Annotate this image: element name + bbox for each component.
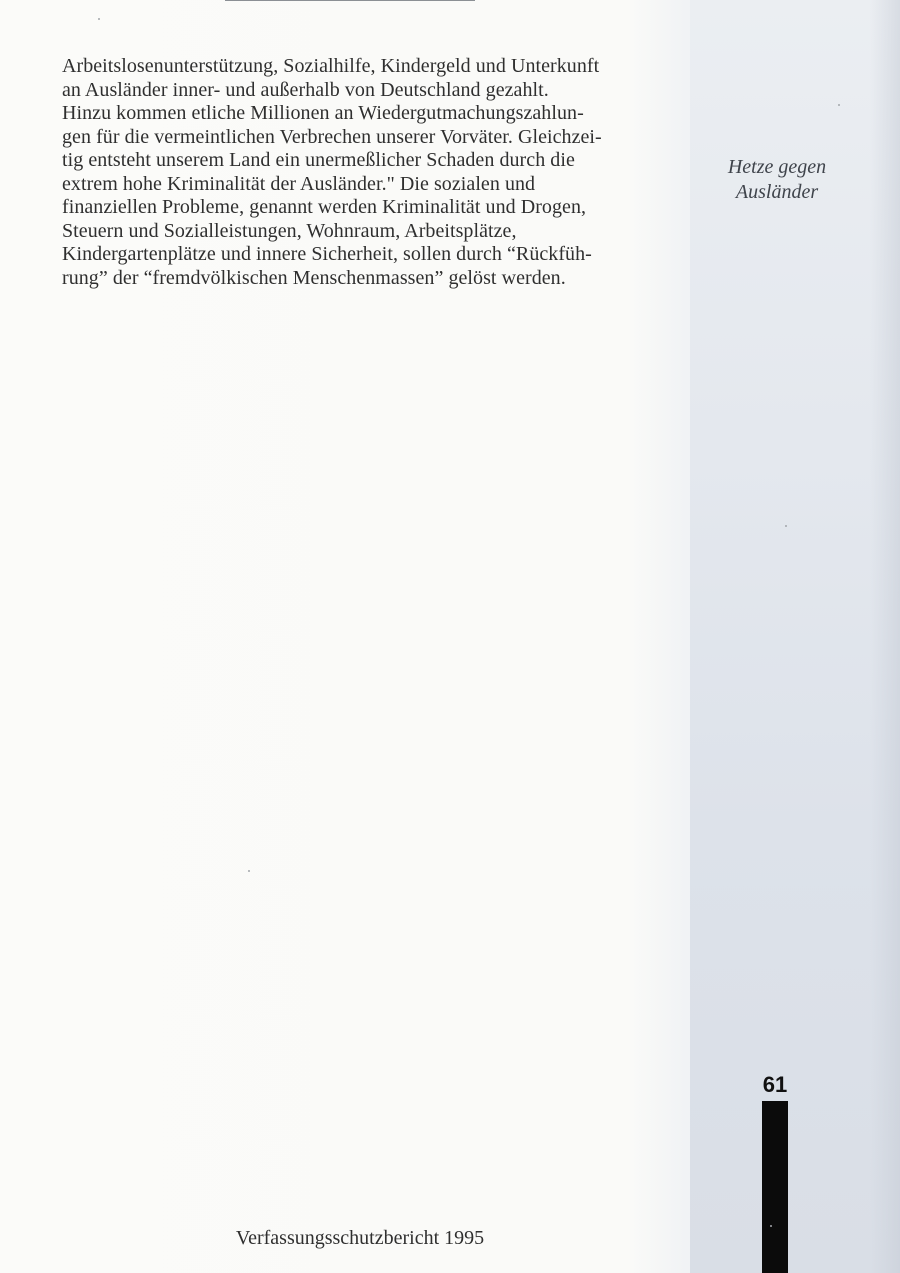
body-line: Steuern und Sozialleistungen, Wohnraum, Arbeitsplätze, bbox=[62, 219, 517, 242]
scan-speck bbox=[248, 870, 250, 872]
body-line: finanziellen Probleme, genannt werden Kriminalität und Drogen, bbox=[62, 196, 587, 218]
scan-speck bbox=[785, 525, 787, 527]
body-line: an Ausländer inner- und außerhalb von Deutschland gezahlt. bbox=[62, 78, 549, 101]
body-paragraph bbox=[62, 55, 662, 290]
page-marker-bar bbox=[762, 1101, 788, 1273]
scan-speck bbox=[838, 104, 840, 106]
body-line: Arbeitslosenunterstützung, Sozialhilfe, Kindergeld und Unterkunft bbox=[62, 55, 600, 77]
body-line: tig entsteht unserem Land ein unermeßlicher Schaden durch die bbox=[62, 149, 575, 171]
page-number: 61 bbox=[762, 1072, 788, 1097]
body-line: Hinzu kommen etliche Millionen an Wiedergutmachungszahlun- bbox=[62, 102, 584, 124]
page-footer: Verfassungsschutzbericht 1995 bbox=[235, 1227, 485, 1249]
margin-note bbox=[707, 155, 847, 205]
body-line: gen für die vermeintlichen Verbrechen unserer Vorväter. Gleichzei- bbox=[62, 125, 602, 148]
body-line: rung” der “fremdvölkischen Menschenmassen” gelöst werden. bbox=[62, 266, 566, 289]
top-rule bbox=[225, 0, 475, 1]
page-edge-shade bbox=[870, 0, 900, 1273]
margin-note-line: Hetze gegen bbox=[727, 156, 827, 178]
body-line: Kindergartenplätze und innere Sicherheit, sollen durch “Rückfüh- bbox=[62, 243, 592, 265]
scan-speck bbox=[98, 18, 100, 20]
scan-speck bbox=[770, 1225, 772, 1227]
body-line: extrem hohe Kriminalität der Ausländer." Die sozialen und bbox=[62, 172, 536, 195]
margin-note-line: Ausländer bbox=[735, 181, 819, 203]
